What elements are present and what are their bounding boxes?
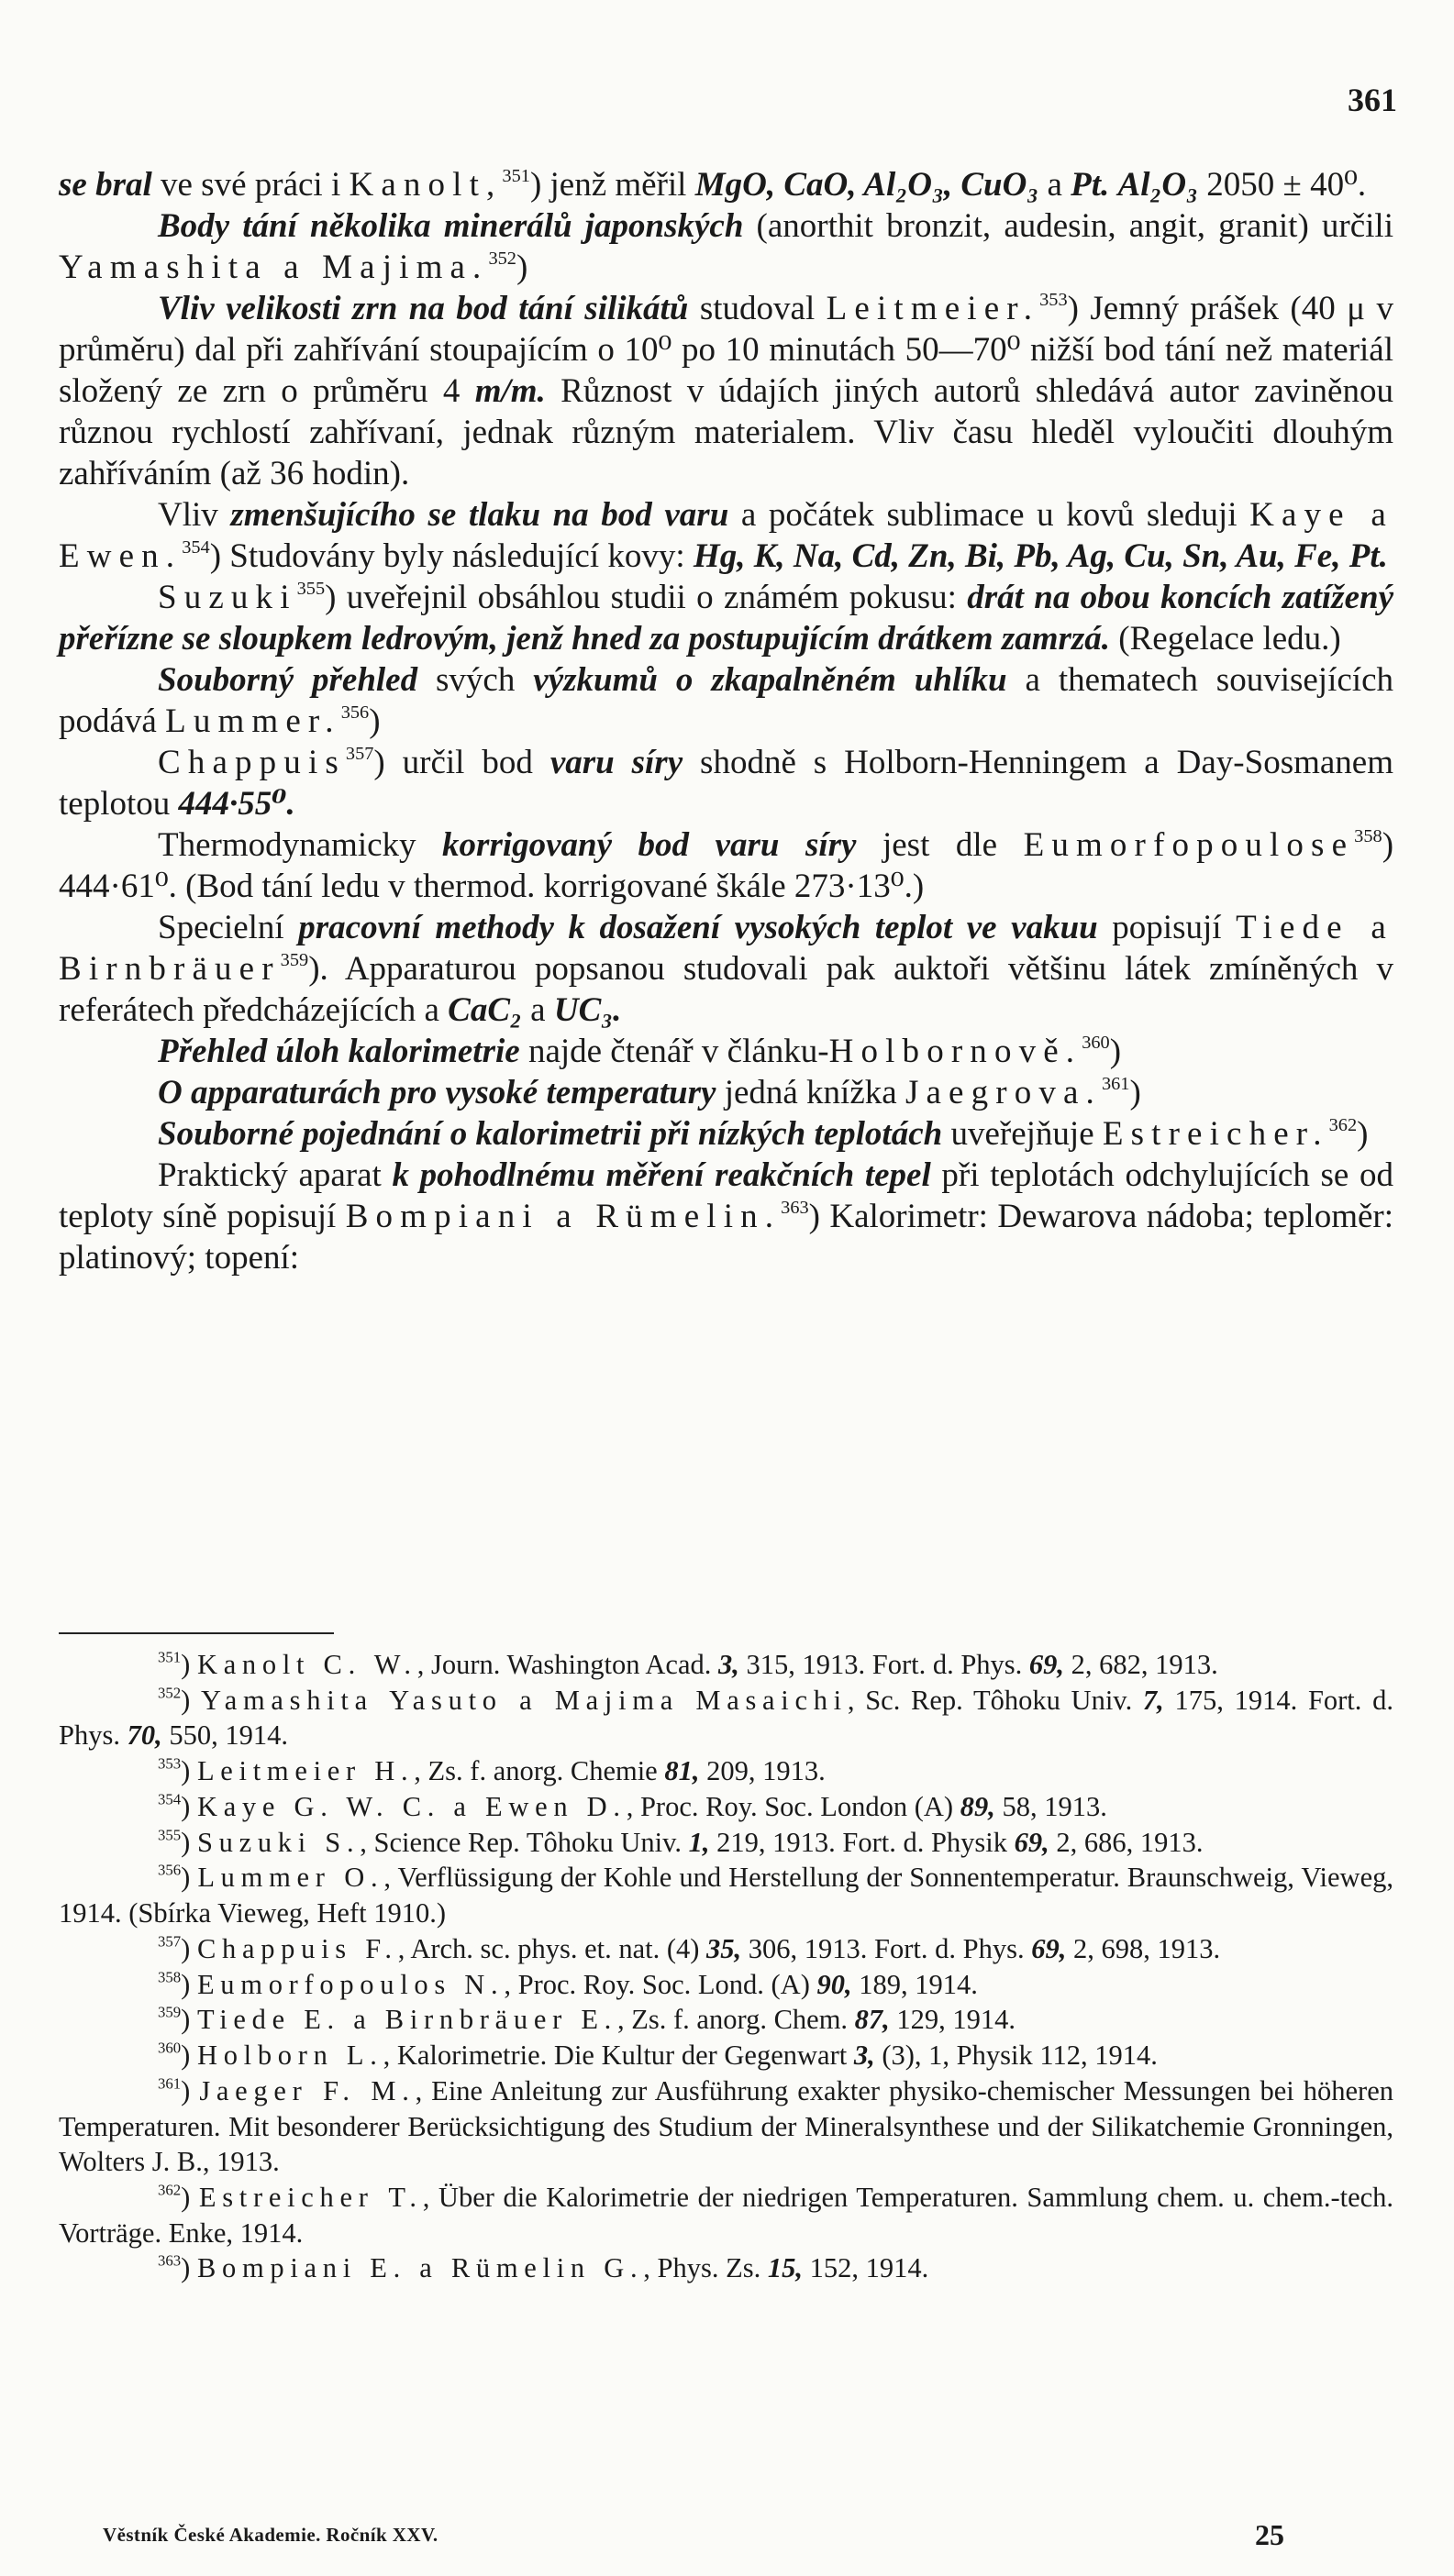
footnote-volume: 90,: [816, 1968, 852, 2000]
footnote-number: 363: [158, 2251, 182, 2270]
footnote-volume: 70,: [127, 1719, 162, 1752]
footnote-ref: 353: [1039, 289, 1068, 310]
footnote-volume: 81,: [664, 1755, 700, 1787]
text-run: drát na obou koncích zatížený přeřízne se sloupkem ledrovým, jenž hned za postupujícím drátkem zamrzá.: [59, 578, 1393, 658]
footnote-item: [59, 1789, 1393, 1825]
footnote-number: 351: [158, 1648, 182, 1666]
author-name: Estreicher.: [1102, 1114, 1329, 1153]
footnote-item: [59, 2250, 1393, 2286]
journal-footer: Věstník České Akademie. Ročník XXV.: [103, 2524, 438, 2546]
footnote-text: , Kalorimetrie. Die Kultur der Gegenwart: [383, 2040, 854, 2072]
paragraph-7: [59, 743, 1393, 825]
paragraph-5: [59, 578, 1393, 660]
footnote-text: , Sc. Rep. Tôhoku Univ.: [847, 1684, 1143, 1716]
text-run: Přehled úloh kalorimetrie: [158, 1032, 520, 1070]
footnote-author: Bompiani E. a Rümelin G.: [196, 2252, 644, 2284]
footnote-item: [59, 2180, 1393, 2250]
text-run: ): [181, 1790, 191, 1822]
footnote-volume: 35,: [706, 1932, 742, 1964]
text-run: O apparaturách pro vysoké temperatury: [158, 1073, 716, 1111]
paragraph-12: [59, 1114, 1393, 1155]
footnote-text: 219, 1913. Fort. d. Physik: [709, 1826, 1015, 1858]
text-run: studoval: [688, 289, 827, 327]
footnote-number: 358: [158, 1968, 182, 1986]
footnote-item: [59, 2038, 1393, 2073]
paragraph-9: [59, 908, 1393, 1032]
text-run: ) jenž měřil: [529, 166, 695, 204]
text-run: popisují: [1097, 908, 1237, 946]
footnote-author: Lummer O.: [197, 1862, 384, 1894]
text-run: Souborné pojednání o kalorimetrii při nízkých teplotách: [158, 1114, 943, 1153]
chemical-formula: CaC₂: [448, 990, 522, 1029]
footnotes: [59, 1647, 1393, 2286]
footnote-item: [59, 2073, 1393, 2180]
element-list: Hg, K, Na, Cd, Zn, Bi, Pb, Ag, Cu, Sn, Au, Fe, Pt.: [693, 536, 1388, 575]
author-name: Leitmeier.: [826, 289, 1040, 327]
footnote-text: 550, 1914.: [161, 1719, 288, 1752]
footnote-text: 58, 1913.: [994, 1790, 1107, 1822]
author-name: Jaegrova.: [905, 1073, 1102, 1111]
text-run: varu síry: [549, 743, 683, 781]
footnote-number: 356: [158, 1861, 182, 1879]
text-run: Souborný přehled: [158, 660, 418, 699]
text-run: ): [181, 2040, 191, 2072]
author-name: Eumorfopoulose: [1023, 825, 1355, 864]
text-run: ): [369, 702, 381, 740]
footnote-volume: 3,: [853, 2040, 875, 2072]
paragraph-3: [59, 289, 1393, 495]
footnote-text: 175, 1914. Fort. d. Phys.: [59, 1684, 1394, 1752]
text-run: a: [1038, 166, 1071, 204]
text-run: výzkumů o zkapalněném uhlíku: [533, 660, 1007, 699]
chemical-formula: Al₂O₃: [1117, 166, 1199, 204]
footnote-volume: 1,: [688, 1826, 710, 1858]
footnote-item: [59, 2002, 1393, 2038]
paragraph-2: [59, 206, 1393, 289]
footnote-number: 353: [158, 1754, 182, 1773]
chemical-formula: MgO, CaO, Al₂O₃, CuO₃: [694, 166, 1039, 204]
text-run: Vliv: [158, 495, 231, 534]
footnote-text: 189, 1914.: [851, 1968, 978, 2000]
paragraph-10: [59, 1032, 1393, 1073]
footnote-author: Leitmeier H.: [196, 1755, 415, 1787]
footnote-text: , Journ. Washington Acad.: [416, 1649, 718, 1680]
author-name: Suzuki: [158, 578, 297, 616]
paragraph-11: [59, 1073, 1393, 1114]
text-run: ): [181, 2004, 191, 2036]
author-name: Tiede a Birnbräuer: [59, 908, 1393, 988]
footnote-text: , Arch. sc. phys. et. nat. (4): [397, 1932, 707, 1964]
text-run: ): [516, 248, 528, 286]
page-number: 361: [1348, 82, 1397, 118]
text-run: Praktický aparat: [158, 1155, 393, 1194]
footnote-item: [59, 1647, 1393, 1683]
footnote-text: 2, 682, 1913.: [1064, 1649, 1218, 1680]
paragraph-6: [59, 660, 1393, 743]
text-run: ) uveřejnil obsáhlou studii o známém pokusu:: [325, 578, 968, 616]
footnote-item: [59, 1683, 1393, 1753]
footnote-text: 152, 1914.: [803, 2252, 929, 2284]
text-run: ): [181, 2074, 191, 2106]
footnote-number: 362: [158, 2181, 182, 2199]
text-run: ). Apparaturou popsanou studovali pak auktoři většinu látek zmíněných v referátech předcházejících a: [59, 949, 1393, 1029]
footnote-text: 2, 686, 1913.: [1049, 1826, 1204, 1858]
footnote-ref: 359: [280, 949, 309, 970]
footnote-volume: 7,: [1142, 1684, 1164, 1716]
footnote-ref: 360: [1082, 1032, 1110, 1053]
footnote-number: 355: [158, 1826, 182, 1844]
text-run: zmenšujícího se tlaku na bod varu: [230, 495, 729, 534]
text-run: jest dle: [856, 825, 1024, 864]
text-run: a thematech souvisejících podává: [59, 660, 1393, 740]
text-run: Specielní: [158, 908, 299, 946]
footnote-ref: 361: [1101, 1073, 1130, 1094]
author-name: Holbornově.: [828, 1032, 1082, 1070]
footnote-text: 2, 698, 1913.: [1066, 1932, 1221, 1964]
footnote-text: , Eine Anleitung zur Ausführung exakter physiko-chemischer Messungen bei höheren Temperaturen. Mit besonderer Berücksichtigung des Studium der Mineralsynthese und der Silikatchemie Gronningen, Wolters J. B., 1913.: [59, 2074, 1393, 2178]
footnote-ref: 362: [1328, 1114, 1358, 1135]
text-run: Vliv velikosti zrn na bod tání silikátů: [158, 289, 689, 327]
text-run: a počátek sublimace u kovů sleduji: [728, 495, 1250, 534]
footnote-author: Suzuki S.: [196, 1826, 361, 1858]
footnote-divider: [59, 1632, 334, 1634]
footnote-volume: 69,: [1028, 1649, 1065, 1680]
text-run: Body tání několika minerálů japonských: [158, 206, 744, 245]
footnote-number: 354: [158, 1790, 182, 1808]
footnote-text: , Phys. Zs.: [643, 2252, 768, 2284]
footnote-number: 359: [158, 2003, 182, 2021]
text-run: Thermodynamicky: [158, 825, 443, 864]
paragraph-8: [59, 825, 1393, 908]
footnote-volume: 87,: [854, 2004, 890, 2036]
text-run: ): [181, 2252, 191, 2284]
paragraph-4: [59, 495, 1393, 578]
author-name: Bompiani a Rümelin.: [345, 1197, 782, 1235]
sheet-number: 25: [1255, 2518, 1284, 2551]
text-run: ): [1357, 1114, 1369, 1153]
text-run: ): [181, 1649, 191, 1680]
footnote-number: 352: [158, 1684, 182, 1702]
text-run: pracovní methody k dosažení vysokých teplot ve vakuu: [298, 908, 1098, 946]
author-name: Chappuis: [158, 743, 346, 781]
footnote-ref: 351: [502, 165, 530, 186]
text-run: uveřejňuje: [942, 1114, 1103, 1153]
text-run: ) Studovány byly následující kovy:: [209, 536, 694, 575]
footnote-text: 306, 1913. Fort. d. Phys.: [741, 1932, 1032, 1964]
chemical-formula: Pt.: [1071, 166, 1110, 204]
text-run: svých: [417, 660, 534, 699]
footnote-author: Eumorfopoulos N.: [196, 1968, 505, 2000]
text-run: 2050 ± 40⁰.: [1198, 166, 1367, 204]
author-name: Kaye a Ewen.: [59, 495, 1393, 575]
footnote-ref: 357: [345, 743, 374, 764]
footnote-ref: 354: [182, 536, 210, 558]
footnote-text: 129, 1914.: [889, 2004, 1016, 2036]
paragraph-1: [59, 165, 1393, 206]
footnote-number: 361: [158, 2074, 182, 2093]
footnote-number: 360: [158, 2039, 182, 2057]
body-text: [59, 165, 1393, 1279]
footnote-author: Chappuis F.: [196, 1932, 398, 1964]
footnote-text: 315, 1913. Fort. d. Phys.: [738, 1649, 1029, 1680]
footnote-text: , Zs. f. anorg. Chem.: [617, 2004, 855, 2036]
text-run: k pohodlnému měření reakčních tepel: [392, 1155, 931, 1194]
text-run: (anorthit bronzit, audesin, angit, granit) určili: [743, 206, 1393, 245]
text-run: jedná knížka: [716, 1073, 905, 1111]
footnote-author: Kaye G. W. C. a Ewen D.: [196, 1790, 627, 1822]
text-run: ) určil bod: [373, 743, 550, 781]
footnote-text: , Verflüssigung der Kohle und Herstellung der Sonnentemperatur. Braunschweig, Vieweg, 1914. (Sbírka Vieweg, Heft 1910.): [59, 1862, 1393, 1929]
text-run: ): [181, 1684, 191, 1716]
text-run: ) Kalorimetr: Dewarova nádoba; teploměr: platinový; topení:: [59, 1197, 1393, 1277]
footnote-item: [59, 1825, 1393, 1861]
text-run: se bral: [59, 166, 152, 204]
footnote-author: Estreicher T.: [198, 2182, 423, 2214]
footnote-ref: 358: [1354, 825, 1382, 846]
text-run: ): [181, 2182, 191, 2214]
footnote-author: Jaeger F. M.: [199, 2074, 416, 2106]
footnote-ref: 355: [296, 578, 326, 599]
footnote-author: Holborn L.: [196, 2040, 383, 2072]
footnote-item: [59, 1931, 1393, 1967]
text-run: Různost v údajích jiných autorů shledává autor zaviněnou různou rychlostí zahřívaní, jednak různým materialem. Vliv času hleděl vyloučiti dlouhým zahříváním (až 36 hodin).: [59, 371, 1393, 492]
footnote-author: Kanolt C. W.: [196, 1649, 417, 1680]
text-run: ): [181, 1968, 191, 2000]
text-run: (Regelace ledu.): [1110, 619, 1341, 658]
footnote-text: , Proc. Roy. Soc. London (A): [626, 1790, 960, 1822]
footnote-item: [59, 1860, 1393, 1930]
text-run: shodně s Holborn-Henningem a Day-Sosmanem teplotou: [59, 743, 1393, 823]
text-run: ): [1129, 1073, 1141, 1111]
footnote-volume: 3,: [717, 1649, 739, 1680]
footnote-ref: 352: [488, 248, 516, 269]
footnote-text: (3), 1, Physik 112, 1914.: [874, 2040, 1158, 2072]
footnote-item: [59, 1967, 1393, 2003]
footnote-author: Yamashita Yasuto a Majima Masaichi: [201, 1684, 848, 1716]
text-run: [1109, 166, 1117, 204]
footnote-volume: 69,: [1031, 1932, 1067, 1964]
text-run: ): [181, 1755, 191, 1787]
text-run: najde čtenář v článku-: [519, 1032, 829, 1070]
text-run: ve své práci i: [151, 166, 350, 204]
footnote-ref: 356: [340, 702, 370, 723]
chemical-formula: UC₃.: [553, 990, 622, 1029]
text-run: ): [1109, 1032, 1122, 1070]
footnote-text: 209, 1913.: [699, 1755, 826, 1787]
footnote-text: , Proc. Roy. Soc. Lond. (A): [504, 1968, 817, 2000]
paragraph-13: [59, 1155, 1393, 1279]
text-run: ): [181, 1862, 191, 1894]
footnote-ref: 363: [781, 1197, 809, 1218]
text-run: ): [181, 1826, 191, 1858]
text-run: ) Jemný prášek (40 μ v průměru) dal při zahřívání stoupajícím o 10⁰ po 10 minutách 50—70⁰ nižší bod tání než materiál složený ze zrn o průměru 4: [59, 289, 1393, 410]
unit: m/m.: [474, 371, 546, 410]
footnote-volume: 89,: [960, 1790, 995, 1822]
footnote-volume: 15,: [767, 2252, 804, 2284]
author-name: Kanolt,: [349, 166, 503, 204]
footnote-text: , Science Rep. Tôhoku Univ.: [360, 1826, 689, 1858]
text-run: korrigovaný bod varu síry: [442, 825, 857, 864]
text-run: ) 444·61⁰. (Bod tání ledu v thermod. korrigované škále 273·13⁰.): [59, 825, 1394, 905]
author-name: Lummer.: [165, 702, 341, 740]
footnote-text: , Zs. f. anorg. Chemie: [414, 1755, 665, 1787]
footnote-author: Tiede E. a Birnbräuer E.: [196, 2004, 618, 2036]
footnote-number: 357: [158, 1932, 182, 1951]
text-run: ): [181, 1932, 191, 1964]
footnote-item: [59, 1753, 1393, 1789]
footnote-text: , Über die Kalorimetrie der niedrigen Temperaturen. Sammlung chem. u. chem.-tech. Vorträge. Enke, 1914.: [59, 2182, 1394, 2249]
temperature-value: 444·55⁰.: [178, 784, 295, 823]
text-run: a: [521, 990, 554, 1029]
author-name: Yamashita a Majima.: [59, 248, 489, 286]
footnote-volume: 69,: [1014, 1826, 1049, 1858]
text-run: při teplotách odchylujících se od teploty síně popisují: [59, 1155, 1393, 1235]
